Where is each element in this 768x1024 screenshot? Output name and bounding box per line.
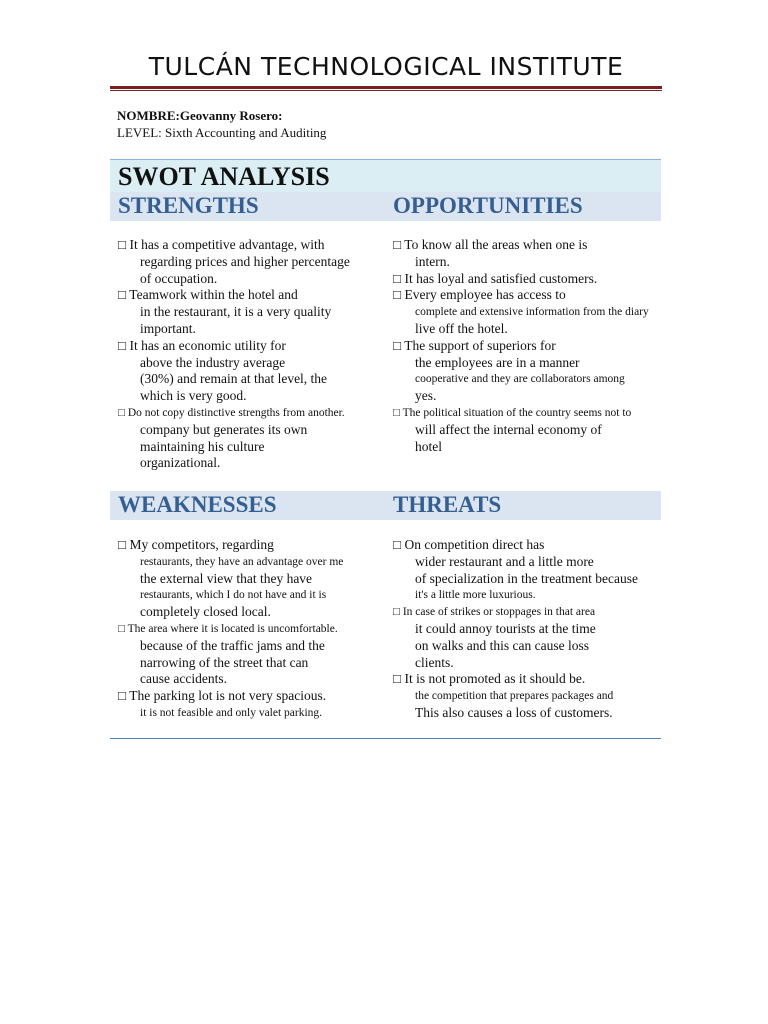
strengths-heading: STRENGTHS xyxy=(118,193,259,218)
list-item: yes. xyxy=(415,388,437,404)
list-item: of specialization in the treatment because xyxy=(415,570,639,586)
threats-heading: THREATS xyxy=(393,492,502,517)
list-item: which is very good. xyxy=(140,388,247,404)
list-item: narrowing of the street that can xyxy=(140,654,309,670)
list-item: □ Every employee has access to xyxy=(393,287,566,303)
title-rule xyxy=(110,86,662,89)
list-item: the external view that they have xyxy=(140,570,313,586)
list-item: □ On competition direct has xyxy=(393,537,545,552)
list-item: restaurants, they have an advantage over me xyxy=(140,555,344,568)
weaknesses-heading: WEAKNESSES xyxy=(118,492,277,517)
list-item: □ It is not promoted as it should be. xyxy=(393,671,586,687)
list-item: the competition that prepares packages and xyxy=(415,690,614,703)
list-item: (30%) and remain at that level, the xyxy=(140,371,328,387)
weaknesses-threats-header xyxy=(110,491,661,520)
list-item: organizational. xyxy=(140,455,221,471)
list-item: □ The parking lot is not very spacious. xyxy=(118,688,327,704)
weaknesses-list xyxy=(118,537,388,722)
threats-list xyxy=(393,537,665,722)
title-rule-thin xyxy=(110,90,662,91)
list-item: regarding prices and higher percentage xyxy=(140,253,350,269)
list-item: completely closed local. xyxy=(140,604,271,620)
list-item: company but generates its own xyxy=(140,421,308,437)
list-item: □ To know all the areas when one is xyxy=(393,237,588,252)
list-item: hotel xyxy=(415,438,442,454)
list-item: live off the hotel. xyxy=(415,320,508,336)
list-item: wider restaurant and a little more xyxy=(415,553,594,569)
list-item: clients. xyxy=(415,654,454,670)
list-item: it could annoy tourists at the time xyxy=(415,620,596,636)
list-item: cooperative and they are collaborators among xyxy=(415,373,625,386)
list-item: it's a little more luxurious. xyxy=(415,589,536,602)
list-item: will affect the internal economy of xyxy=(415,421,602,437)
list-item: □ The area where it is located is uncomfortable. xyxy=(118,622,338,635)
bottom-rule xyxy=(110,738,661,739)
list-item: it is not feasible and only valet parking. xyxy=(140,706,323,719)
list-item: in the restaurant, it is a very quality xyxy=(140,304,332,320)
opportunities-list xyxy=(393,237,676,455)
strengths-opportunities-header xyxy=(110,192,661,221)
list-item: □ The political situation of the country seems not to xyxy=(393,406,632,419)
list-item: cause accidents. xyxy=(140,671,227,687)
list-item: of occupation. xyxy=(140,270,218,286)
list-item: above the industry average xyxy=(140,354,286,370)
list-item: □ My competitors, regarding xyxy=(118,537,274,552)
list-item: the employees are in a manner xyxy=(415,354,580,370)
list-item: □ Teamwork within the hotel and xyxy=(118,287,298,303)
document-title: TULCÁN TECHNOLOGICAL INSTITUTE xyxy=(148,52,624,81)
list-item: restaurants, which I do not have and it is xyxy=(140,589,327,602)
swot-title: SWOT ANALYSIS xyxy=(118,162,330,191)
list-item: □ It has an economic utility for xyxy=(118,337,286,353)
list-item: on walks and this can cause loss xyxy=(415,637,589,653)
student-name: NOMBRE:Geovanny Rosero: xyxy=(117,108,283,123)
list-item: This also causes a loss of customers. xyxy=(415,704,613,720)
list-item: □ It has a competitive advantage, with xyxy=(118,237,325,252)
list-item: □ The support of superiors for xyxy=(393,337,556,353)
list-item: intern. xyxy=(415,253,450,269)
list-item: important. xyxy=(140,320,196,336)
list-item: □ In case of strikes or stoppages in that area xyxy=(393,606,596,619)
list-item: complete and extensive information from the diary xyxy=(415,306,649,319)
list-item: □ It has loyal and satisfied customers. xyxy=(393,270,598,286)
list-item: maintaining his culture xyxy=(140,438,265,454)
swot-title-band xyxy=(110,159,661,192)
list-item: because of the traffic jams and the xyxy=(140,637,325,653)
student-level: LEVEL: Sixth Accounting and Auditing xyxy=(117,125,327,140)
opportunities-heading: OPPORTUNITIES xyxy=(393,193,583,218)
list-item: □ Do not copy distinctive strengths from another. xyxy=(118,406,345,419)
strengths-list xyxy=(118,237,388,472)
